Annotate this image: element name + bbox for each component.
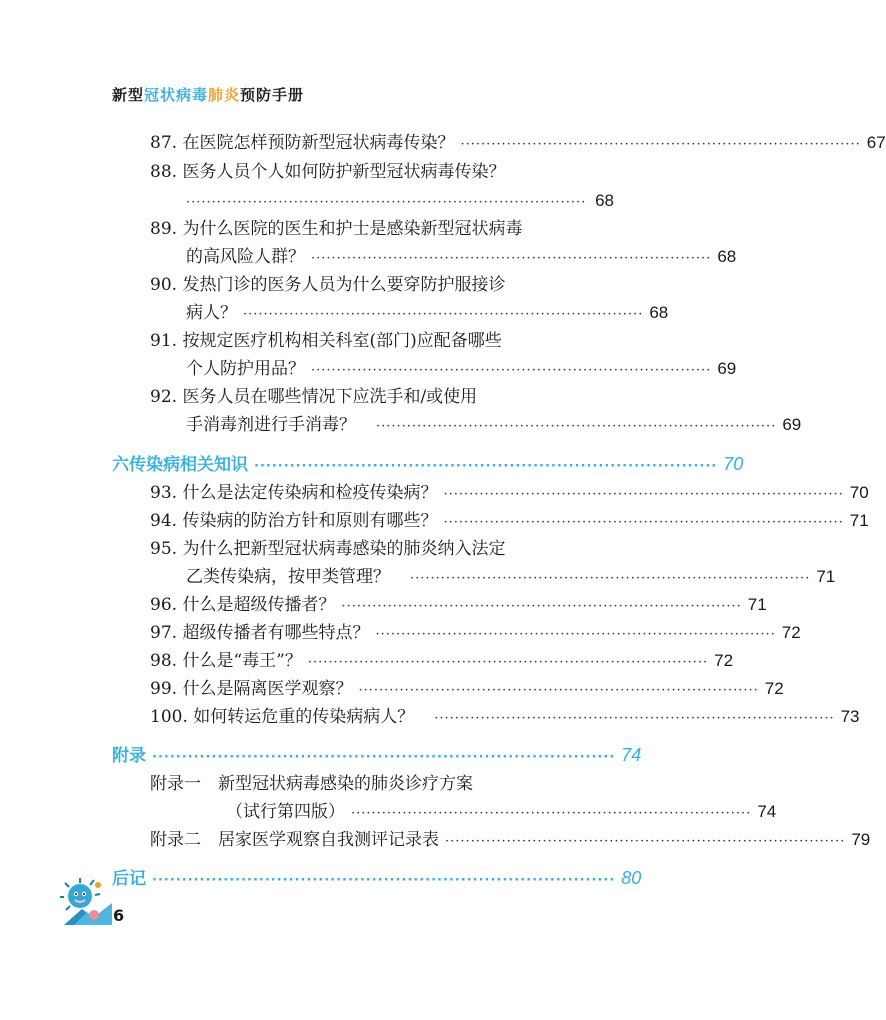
toc-page-number: 69 <box>782 415 802 434</box>
section-page-number: 70 <box>723 454 744 474</box>
toc-entry-text: 92. 医务人员在哪些情况下应洗手和/或使用 <box>150 387 478 407</box>
toc-entry-93[interactable] <box>150 481 869 507</box>
toc-entry-95-cont[interactable] <box>186 565 836 591</box>
toc-entry-88[interactable] <box>150 160 614 184</box>
toc-page-number: 71 <box>849 511 869 530</box>
toc-entry-text: 附录一 新型冠状病毒感染的肺炎诊疗方案 <box>150 774 473 794</box>
toc-page-number: 69 <box>717 359 737 378</box>
toc-section-6[interactable] <box>112 452 744 479</box>
toc-page-number: 72 <box>714 651 734 670</box>
leader-dots: ·············································································· <box>341 599 742 614</box>
toc-entry-text: 病人？ <box>186 303 237 323</box>
section-page-number: 80 <box>621 868 642 888</box>
leader-dots: ·············································································· <box>375 627 776 642</box>
header-part3: 肺炎 <box>208 86 241 104</box>
toc-entry-text: 99. 什么是隔离医学观察？ <box>150 679 353 699</box>
toc-page-number: 71 <box>747 595 767 614</box>
toc-entry-94[interactable] <box>150 509 869 535</box>
toc-entry-text: 附录二 居家医学观察自我测评记录表 <box>150 830 439 850</box>
leader-dots: ·············································································· <box>358 683 759 698</box>
toc-appendix-2[interactable] <box>150 828 871 854</box>
toc-entry-95[interactable] <box>150 537 614 561</box>
section-title: 传染病相关知识 <box>129 455 248 475</box>
toc-page-number: 68 <box>649 303 669 322</box>
page-number: 6 <box>113 906 125 925</box>
toc-entry-text: 93. 什么是法定传染病和检疫传染病？ <box>150 483 438 503</box>
toc-entry-90-cont[interactable] <box>186 301 669 327</box>
toc-page-number: 68 <box>595 191 614 210</box>
toc-appendix-1-cont[interactable] <box>226 800 777 826</box>
toc-entry-91[interactable] <box>150 329 614 353</box>
toc-page-number: 73 <box>840 707 860 726</box>
toc-entry-90[interactable] <box>150 273 614 297</box>
toc-entry-text: 88. 医务人员个人如何防护新型冠状病毒传染？ <box>150 162 506 182</box>
section-title: 后记 <box>112 869 146 889</box>
toc-entry-text: 89. 为什么医院的医生和护士是感染新型冠状病毒 <box>150 219 523 239</box>
section-page-number: 74 <box>621 745 642 765</box>
leader-dots: ·············································································· <box>243 307 644 322</box>
toc-page-number: 68 <box>717 247 737 266</box>
header-part1: 新型 <box>112 86 145 104</box>
toc-entry-text: 个人防护用品？ <box>186 359 305 379</box>
toc-page-number: 79 <box>851 830 871 849</box>
toc-entry-text: 100. 如何转运危重的传染病病人？ <box>150 707 415 727</box>
leader-dots: ·············································································· <box>311 251 712 266</box>
toc-entry-text: 的高风险人群？ <box>186 247 305 267</box>
toc-entry-92[interactable] <box>150 385 614 409</box>
toc-entry-text: 乙类传染病，按甲类管理？ <box>186 567 390 587</box>
toc-page-number: 67 <box>866 133 886 152</box>
toc-entry-100[interactable] <box>150 705 860 731</box>
toc-page-number: 72 <box>781 623 801 642</box>
virus-mascot-icon <box>60 875 116 927</box>
toc-entry-91-cont[interactable] <box>186 357 737 383</box>
toc-entry-97[interactable] <box>150 621 801 647</box>
toc-entry-text: 95. 为什么把新型冠状病毒感染的肺炎纳入法定 <box>150 539 506 559</box>
leader-dots: ·············································································· <box>376 419 777 434</box>
leader-dots: ·············································································· <box>410 571 811 586</box>
toc-entry-text: 90. 发热门诊的医务人员为什么要穿防护服接诊 <box>150 275 506 295</box>
toc-entry-96[interactable] <box>150 593 767 619</box>
toc-entry-text: 97. 超级传播者有哪些特点？ <box>150 623 370 643</box>
leader-dots: ·············································································· <box>460 137 861 152</box>
toc-page-number: 72 <box>764 679 784 698</box>
toc-entry-98[interactable] <box>150 649 734 675</box>
leader-dots: ·············································································· <box>254 459 718 474</box>
toc-page-number: 70 <box>849 483 869 502</box>
toc-entry-89-cont[interactable] <box>186 245 737 271</box>
toc-appendix-1[interactable] <box>150 772 614 796</box>
leader-dots: ·············································································· <box>443 515 844 530</box>
leader-dots: ·············································································· <box>443 487 844 502</box>
toc-entry-88-cont[interactable] <box>186 189 614 215</box>
leader-dots: ·············································································· <box>311 363 712 378</box>
header-part2: 冠状病毒 <box>144 86 209 104</box>
toc-entry-87[interactable] <box>150 131 886 157</box>
leader-dots: ·············································································· <box>152 750 616 765</box>
leader-dots: ·············································································· <box>186 195 587 210</box>
toc-page-number: 74 <box>757 802 777 821</box>
toc-entry-92-cont[interactable] <box>186 413 802 439</box>
leader-dots: ·············································································· <box>351 806 752 821</box>
toc-entry-89[interactable] <box>150 217 614 241</box>
toc-entry-text: 94. 传染病的防治方针和原则有哪些？ <box>150 511 438 531</box>
section-title: 附录 <box>112 746 146 766</box>
toc-entry-text: 手消毒剂进行手消毒？ <box>186 415 356 435</box>
leader-dots: ·············································································· <box>152 873 616 888</box>
toc-section-postscript[interactable] <box>112 866 642 893</box>
toc-page-number: 71 <box>816 567 836 586</box>
leader-dots: ·············································································· <box>307 655 709 670</box>
toc-entry-text: 91. 按规定医疗机构相关科室(部门)应配备哪些 <box>150 331 502 351</box>
toc-entry-text: 87. 在医院怎样预防新型冠状病毒传染？ <box>150 133 455 153</box>
toc-section-appendix[interactable] <box>112 743 642 770</box>
section-number: 六 <box>112 455 129 475</box>
toc-entry-text: 98. 什么是“毒王”？ <box>150 651 302 671</box>
toc-entry-99[interactable] <box>150 677 784 703</box>
header-part4: 预防手册 <box>240 86 305 104</box>
toc-entry-text: 96. 什么是超级传播者？ <box>150 595 336 615</box>
toc-entry-text: （试行第四版） <box>226 802 345 822</box>
leader-dots: ·············································································· <box>434 711 835 726</box>
leader-dots: ·············································································· <box>445 834 846 849</box>
